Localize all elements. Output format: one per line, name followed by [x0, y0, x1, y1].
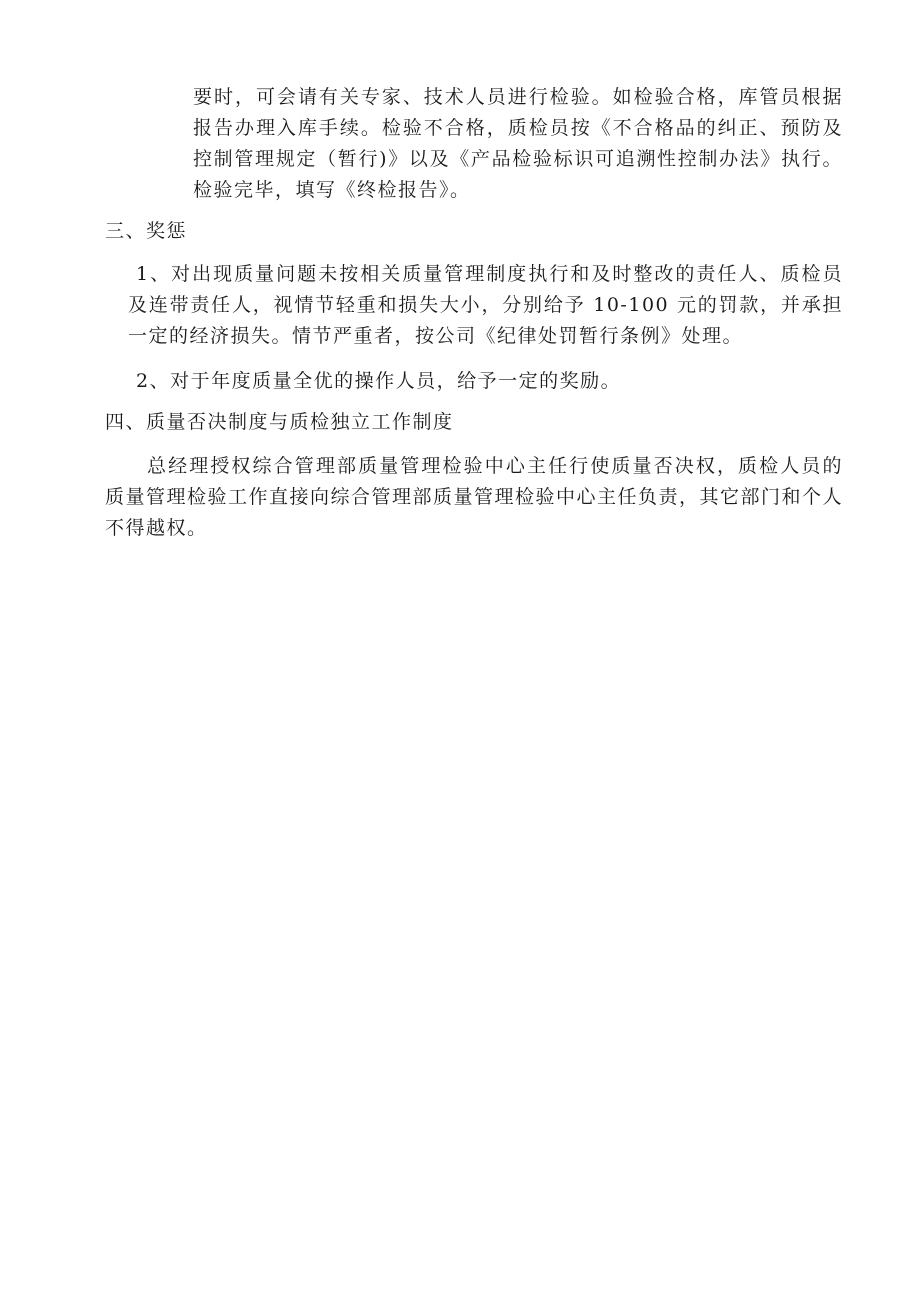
section-heading-rewards-penalties: 三、奖惩: [105, 220, 188, 242]
rewards-item-1: 1、对出现质量问题未按相关质量管理制度执行和及时整改的责任人、质检员及连带责任人，视情节轻重和损失大小，分别给予 10-100 元的罚款，并承担一定的经济损失。情节严重者，按公司《纪律处罚暂行条例》处理。: [128, 263, 843, 347]
rewards-item-2: 2、对于年度质量全优的操作人员，给予一定的奖励。: [136, 370, 622, 392]
section-heading-quality-veto: 四、质量否决制度与质检独立工作制度: [105, 411, 454, 433]
continued-paragraph: 要时，可会请有关专家、技术人员进行检验。如检验合格，库管员根据报告办理入库手续。检验不合格，质检员按《不合格品的纠正、预防及控制管理规定（暂行)》以及《产品检验标识可追溯性控制办法》执行。检验完毕，填写《终检报告》。: [193, 86, 843, 201]
quality-veto-paragraph: 总经理授权综合管理部质量管理检验中心主任行使质量否决权，质检人员的质量管理检验工作直接向综合管理部质量管理检验中心主任负责，其它部门和个人不得越权。: [105, 455, 844, 539]
